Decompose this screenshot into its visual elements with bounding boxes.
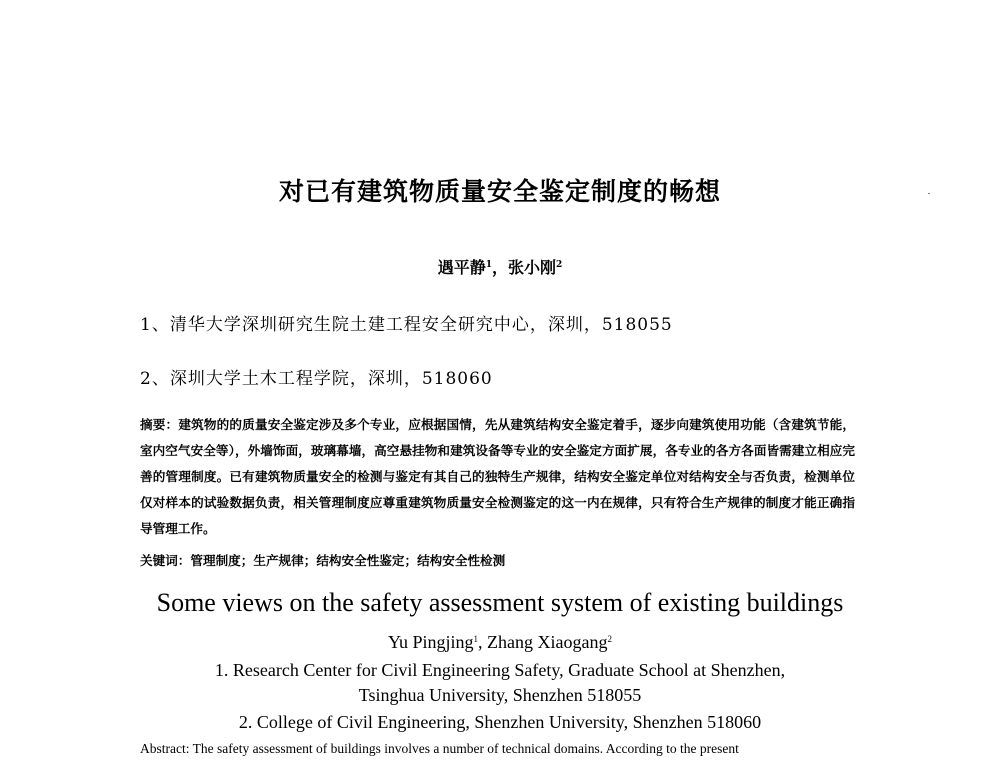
author-2-superscript: 2 [556, 260, 563, 270]
chinese-authors [0, 255, 1000, 278]
author-2: 张小刚 [508, 258, 557, 277]
scan-speck [928, 193, 930, 194]
chinese-abstract: 摘要：建筑物的的质量安全鉴定涉及多个专业，应根据国情，先从建筑结构安全鉴定着手，逐步向建筑使用功能（含建筑节能，室内空气安全等），外墙饰面，玻璃幕墙，高空悬挂物和建筑设备等专业的安全鉴定方面扩展，各专业的各方各面皆需建立相应完善的管理制度。已有建筑物质量安全的检测与鉴定有其自己的独特生产规律，结构安全鉴定单位对结构安全与否负责，检测单位仅对样本的试验数据负责，相关管理制度应尊重建筑物质量安全检测鉴定的这一内在规律，只有符合生产规律的制度才能正确指导管理工作。 [140, 417, 855, 536]
english-affiliation-1: 1. Research Center for Civil Engineering Safety, Graduate School at Shenzhen, [214, 660, 786, 680]
author-1: Yu Pingjing [388, 632, 474, 652]
author-1: 遇平静 [437, 258, 486, 277]
english-affiliation-1-line-2: Tsinghua University, Shenzhen 518055 [358, 685, 642, 705]
author-1-superscript: 1 [485, 260, 492, 270]
author-separator: , [478, 632, 488, 652]
author-2-superscript: 2 [607, 634, 612, 644]
english-affiliation-2: 2. College of Civil Engineering, Shenzhen University, Shenzhen 518060 [238, 712, 762, 732]
author-separator: ， [491, 258, 508, 277]
chinese-affiliation-2: 2、深圳大学土木工程学院，深圳，518060 [140, 369, 493, 389]
english-title: Some views on the safety assessment system of existing buildings [156, 588, 844, 617]
chinese-keywords: 关键词：管理制度；生产规律；结构安全性鉴定；结构安全性检测 [140, 553, 506, 568]
chinese-affiliation-1: 1、清华大学深圳研究生院土建工程安全研究中心，深圳，518055 [140, 315, 673, 335]
author-1-superscript: 1 [473, 634, 479, 644]
english-abstract: Abstract: The safety assessment of buildings involves a number of technical domains. According to the present [140, 741, 739, 756]
chinese-title: 对已有建筑物质量安全鉴定制度的畅想 [278, 177, 721, 206]
english-authors [0, 632, 1000, 653]
author-2: Zhang Xiaogang [487, 632, 608, 652]
